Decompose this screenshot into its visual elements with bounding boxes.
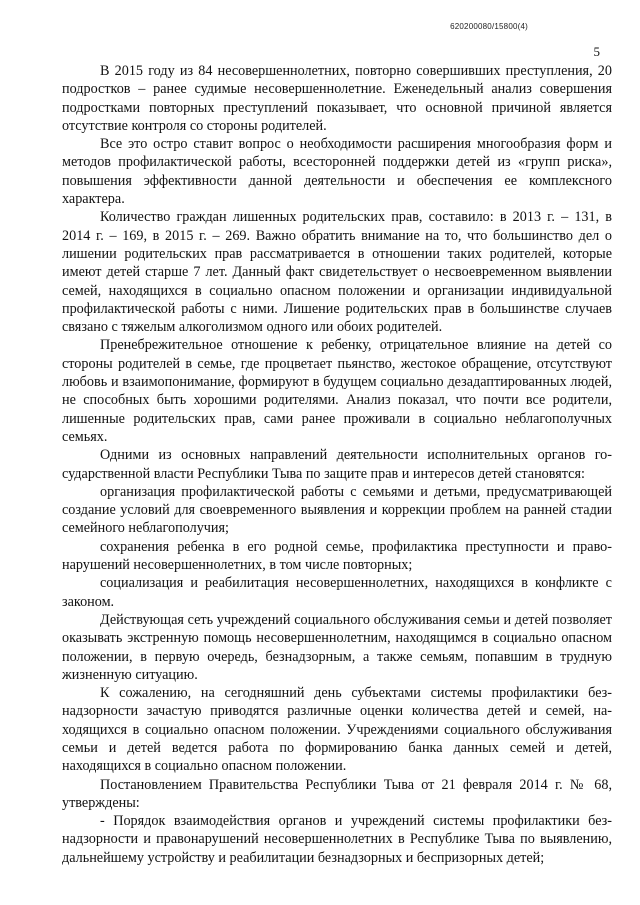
paragraph-service-network: Действующая сеть учреждений социального обслуживания семьи и детей позволяет оказывать экстренную помощь несовершеннолетним, находящимся в социально опасном положении, в первую очередь, безнадзорным, а также семьям, попавшим в трудную жизненную ситуацию. [62,611,612,683]
paragraph-main-directions: Одними из основных направлений деятельности исполнительных органов государственной власти Республики Тыва по защите прав и интересов детей становятся: [62,447,612,482]
paragraph-repeat-offenders: В 2015 году из 84 несовершеннолетних, повторно совершивших преступления, 20 подростков – ранее судимые несовершеннолетние. Еженедельный анализ совершения подростками повторных преступлений показывает, что основной причиной является отсутствие контроля со стороны родителей. [62,63,612,134]
paragraph-parental-rights-stats: Количество граждан лишенных родительских прав, составило: в 2013 г. – 131, в 2014 г. – 169, в 2015 г. – 269. Важно обратить внимание на то, что большинство дел о лишении родительских прав рассматривается в отношении таких родителей, которые имеют детей старше 7 лет. Данный факт свидетельствует о несвоевременном выявлении семей, находящихся в социально опасном положении и организации индивидуальной профилактической работы с ними. Лишение родительских прав в большинстве случаев связано с тяжелым алкоголизмом одного или обоих родителей. [62,209,612,336]
list-item-interaction-procedure: - Порядок взаимодействия органов и учреждений системы профилактики безнадзорности и правонарушений несовершеннолетних в Республике Тыва по выявлению, дальнейшему устройству и реабилитации безнадзорных и беспризорных детей; [62,813,612,866]
paragraph-government-decree: Постановлением Правительства Республики Тыва от 21 февраля 2014 г. № 68, утверждены: [62,776,612,811]
document-body [62,62,612,867]
paragraph-prevention-forms: Все это остро ставит вопрос о необходимости расширения многообразия форм и методов профилактической работы, всесторонней поддержки детей из «групп риска», повышения эффективности данной деятельности и обеспечения ее комплексного характера. [62,136,612,208]
page-number: 5 [593,44,600,59]
paragraph-data-bank: К сожалению, на сегодняшний день субъектами системы профилактики безнадзорности зачастую приводятся различные оценки количества детей и семей, находящихся в социально опасном положении. Учреждениями социального обслуживания семьи и детей ведется работа по формированию банка данных семей и детей, находящихся в социально опасном положении. [62,685,612,775]
paragraph-neglect-attitude: Пренебрежительное отношение к ребенку, отрицательное влияние на детей со стороны родителей в семье, где процветает пьянство, жестокое обращение, отсутствуют любовь и взаимопонимание, формируют в будущем социально дезадаптированных людей, не способных быть хорошими родителями. Анализ показал, что почти все родители, лишенные родительских прав, сами ранее проживали в социально неблагополучных семьях. [62,337,612,445]
document-id: 620200080/15800(4) [450,22,528,31]
list-item-prevention-work: организация профилактической работы с семьями и детьми, предусматривающей создание условий для своевременного выявления и коррекции проблем на ранней стадии семейного неблагополучия; [62,483,612,537]
list-item-child-preservation: сохранения ребенка в его родной семье, профилактика преступности и правонарушений несовершеннолетних, в том числе повторных; [62,538,612,574]
list-item-socialization: социализация и реабилитация несовершеннолетних, находящихся в конфликте с законом. [62,575,612,610]
